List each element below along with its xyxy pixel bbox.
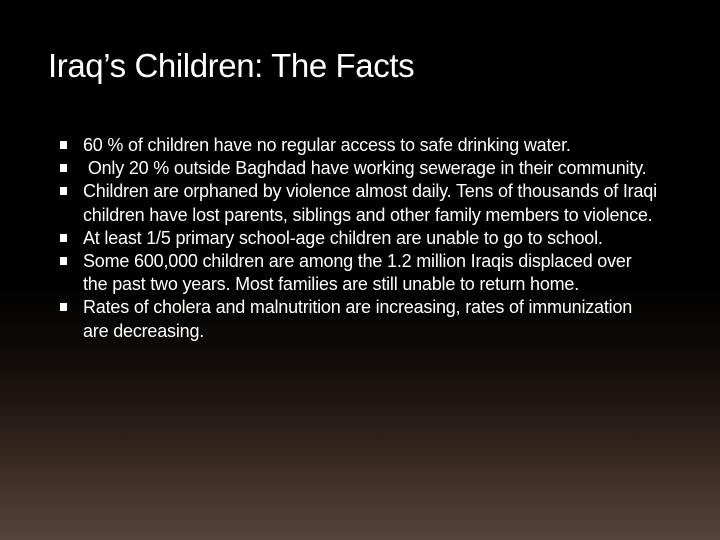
bullet-text: Rates of cholera and malnutrition are increasing, rates of immunization are decreasing. — [83, 297, 633, 341]
bullet-text: Children are orphaned by violence almost daily. Tens of thousands of Iraqi children have lost parents, siblings and other family members to violence. — [83, 181, 657, 225]
square-bullet-icon — [60, 141, 67, 149]
bullet-text: 60 % of children have no regular access to safe drinking water. — [83, 135, 571, 155]
bullet-item — [58, 157, 658, 180]
bullet-text: At least 1/5 primary school-age children are unable to go to school. — [83, 227, 603, 248]
slide-title: Iraq’s Children: The Facts — [48, 47, 415, 84]
bullet-item — [58, 134, 658, 157]
square-bullet-icon — [60, 164, 67, 172]
square-bullet-icon — [60, 234, 67, 242]
square-bullet-icon — [60, 303, 67, 311]
square-bullet-icon — [60, 257, 67, 265]
bullet-item — [58, 227, 658, 250]
bullet-list — [58, 134, 658, 343]
bullet-text: Some 600,000 children are among the 1.2 million Iraqis displaced over the past two years. Most families are still unable to return home. — [83, 251, 632, 295]
bullet-text: Only 20 % outside Baghdad have working sewerage in their community. — [83, 158, 647, 179]
bullet-item — [58, 180, 658, 226]
bullet-item — [58, 296, 658, 342]
bullet-item — [58, 250, 658, 296]
square-bullet-icon — [60, 187, 67, 195]
